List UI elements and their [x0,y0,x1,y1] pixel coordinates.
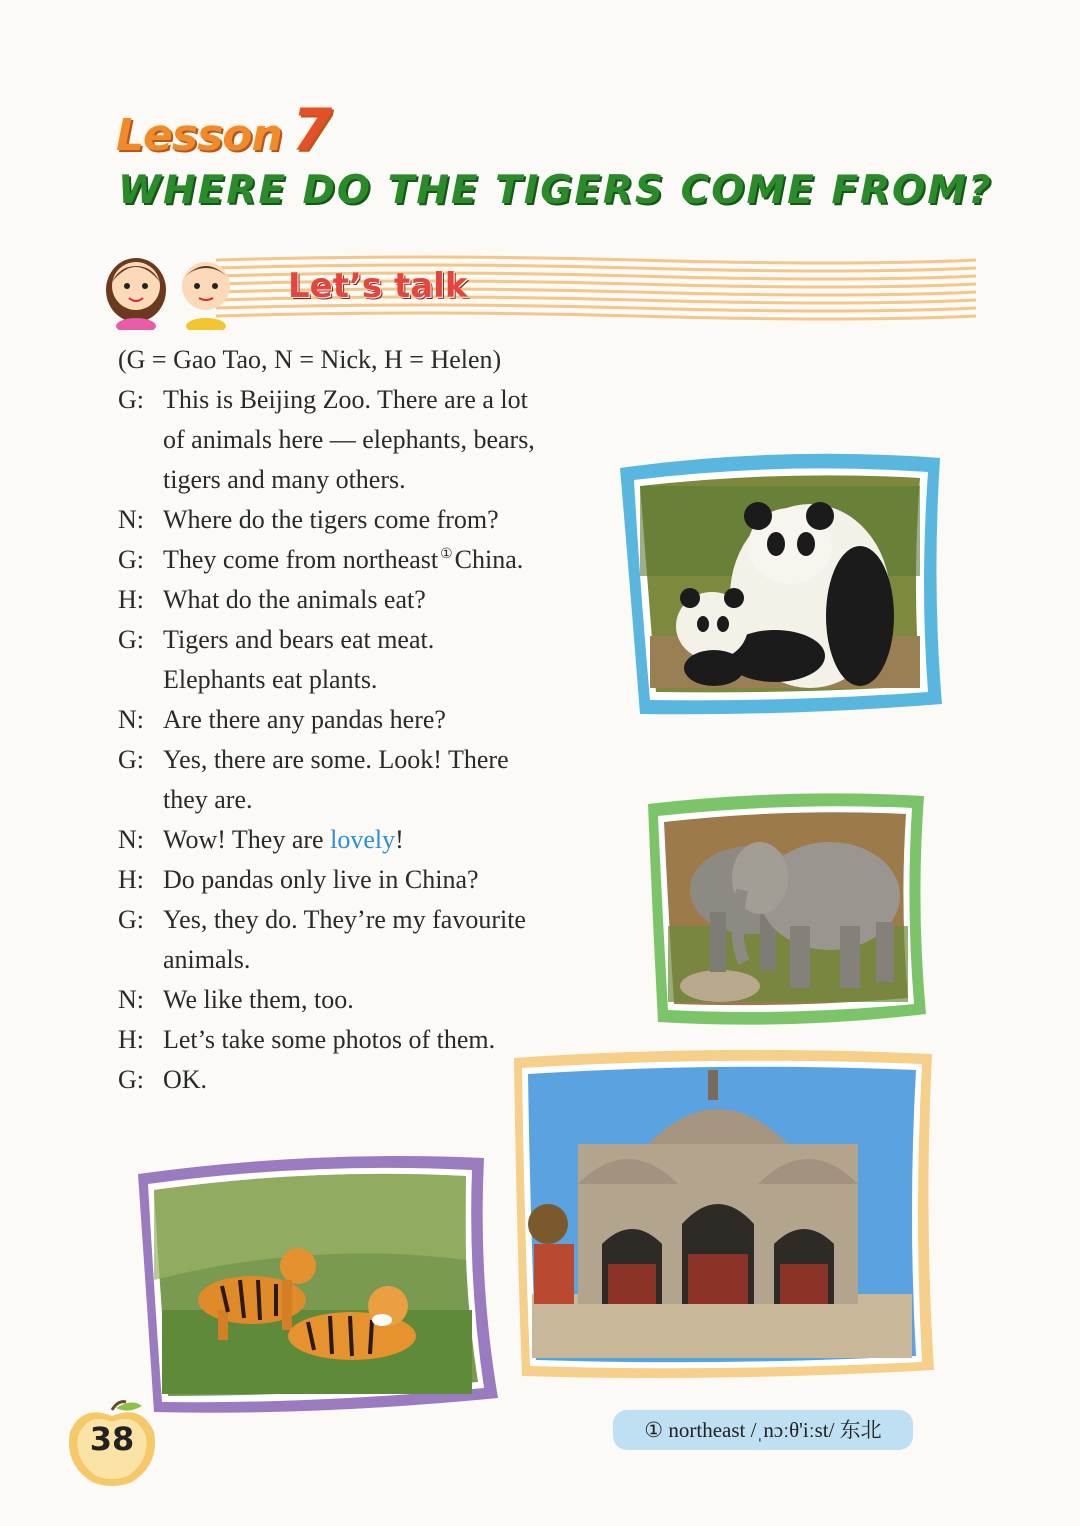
lets-talk-banner [96,246,986,330]
dialogue-intro: (G = Gao Tao, N = Nick, H = Helen) [118,345,502,374]
dialogue-line [118,940,638,980]
highlighted-word: lovely [330,825,396,854]
speaker-label: G: [118,1065,144,1094]
elephant-photo [640,786,932,1032]
line-text: Elephants eat plants. [163,665,378,694]
zoo-gate-photo [508,1044,938,1384]
line-text-part: Wow! They are [163,825,331,854]
speaker-label [118,940,163,980]
speaker-label: G: [118,385,144,414]
dialogue-line [118,380,638,420]
boy-icon [182,262,230,330]
dialogue-line [118,780,638,820]
line-text: Yes, they do. They’re my favourite [163,905,526,934]
dialogue-line [118,900,638,940]
speaker-label [118,660,163,700]
dialogue-line [118,700,638,740]
dialogue-line [118,620,638,660]
line-text: We like them, too. [163,985,354,1014]
page-title: WHERE DO THE TIGERS COME FROM? [118,168,993,213]
panda-photo [610,446,950,722]
dialogue-line [118,860,638,900]
speaker-label: N: [118,505,144,534]
page-number: 38 [89,1420,135,1458]
speaker-label: N: [118,705,144,734]
dialogue-line [118,660,638,700]
footnote: ① northeast /ˌnɔːθ'iːst/ 东北 [613,1410,913,1450]
lesson-heading [116,96,331,164]
speaker-label: H: [118,1025,144,1054]
line-text: Yes, there are some. Look! There [163,745,509,774]
line-text: Let’s take some photos of them. [163,1025,496,1054]
dialogue-line [118,580,638,620]
line-text: Do pandas only live in China? [163,865,479,894]
footnote-marker: ① [440,547,453,563]
speaker-label: G: [118,545,144,574]
girl-icon [106,258,166,330]
line-text: they are. [163,785,253,814]
speaker-label [118,460,163,500]
speaker-label: G: [118,625,144,654]
line-text: tigers and many others. [163,465,406,494]
speaker-label: G: [118,745,144,774]
lesson-number: 7 [291,96,332,164]
speaker-label: H: [118,865,144,894]
section-label: Let’s talk [288,266,468,306]
dialogue-line [118,460,638,500]
speaker-label [118,420,163,460]
dialogue-line [118,420,638,460]
dialogue-block [118,340,638,1100]
speaker-label: G: [118,905,144,934]
dialogue-lines [118,380,638,1100]
line-text: This is Beijing Zoo. There are a lot [163,385,528,414]
line-text [163,540,638,580]
line-text: What do the animals eat? [163,585,426,614]
line-text: Tigers and bears eat meat. [163,625,435,654]
dialogue-line [118,500,638,540]
tiger-photo [132,1150,504,1418]
speaker-label: N: [118,825,144,854]
line-text-part: ! [395,825,404,854]
line-text: of animals here — elephants, bears, [163,425,535,454]
line-text: animals. [163,945,251,974]
lesson-label: Lesson [116,110,282,161]
dialogue-line [118,820,638,860]
dialogue-line [118,740,638,780]
line-text: Are there any pandas here? [163,705,446,734]
dialogue-line [118,540,638,580]
speaker-label: H: [118,585,144,614]
line-text-part: They come from northeast [163,545,439,574]
speaker-label: N: [118,985,144,1014]
speaker-label [118,780,163,820]
line-text: OK. [163,1065,208,1094]
line-text-part: China. [454,545,524,574]
dialogue-line [118,980,638,1020]
line-text: Where do the tigers come from? [163,505,499,534]
line-text [163,820,638,860]
